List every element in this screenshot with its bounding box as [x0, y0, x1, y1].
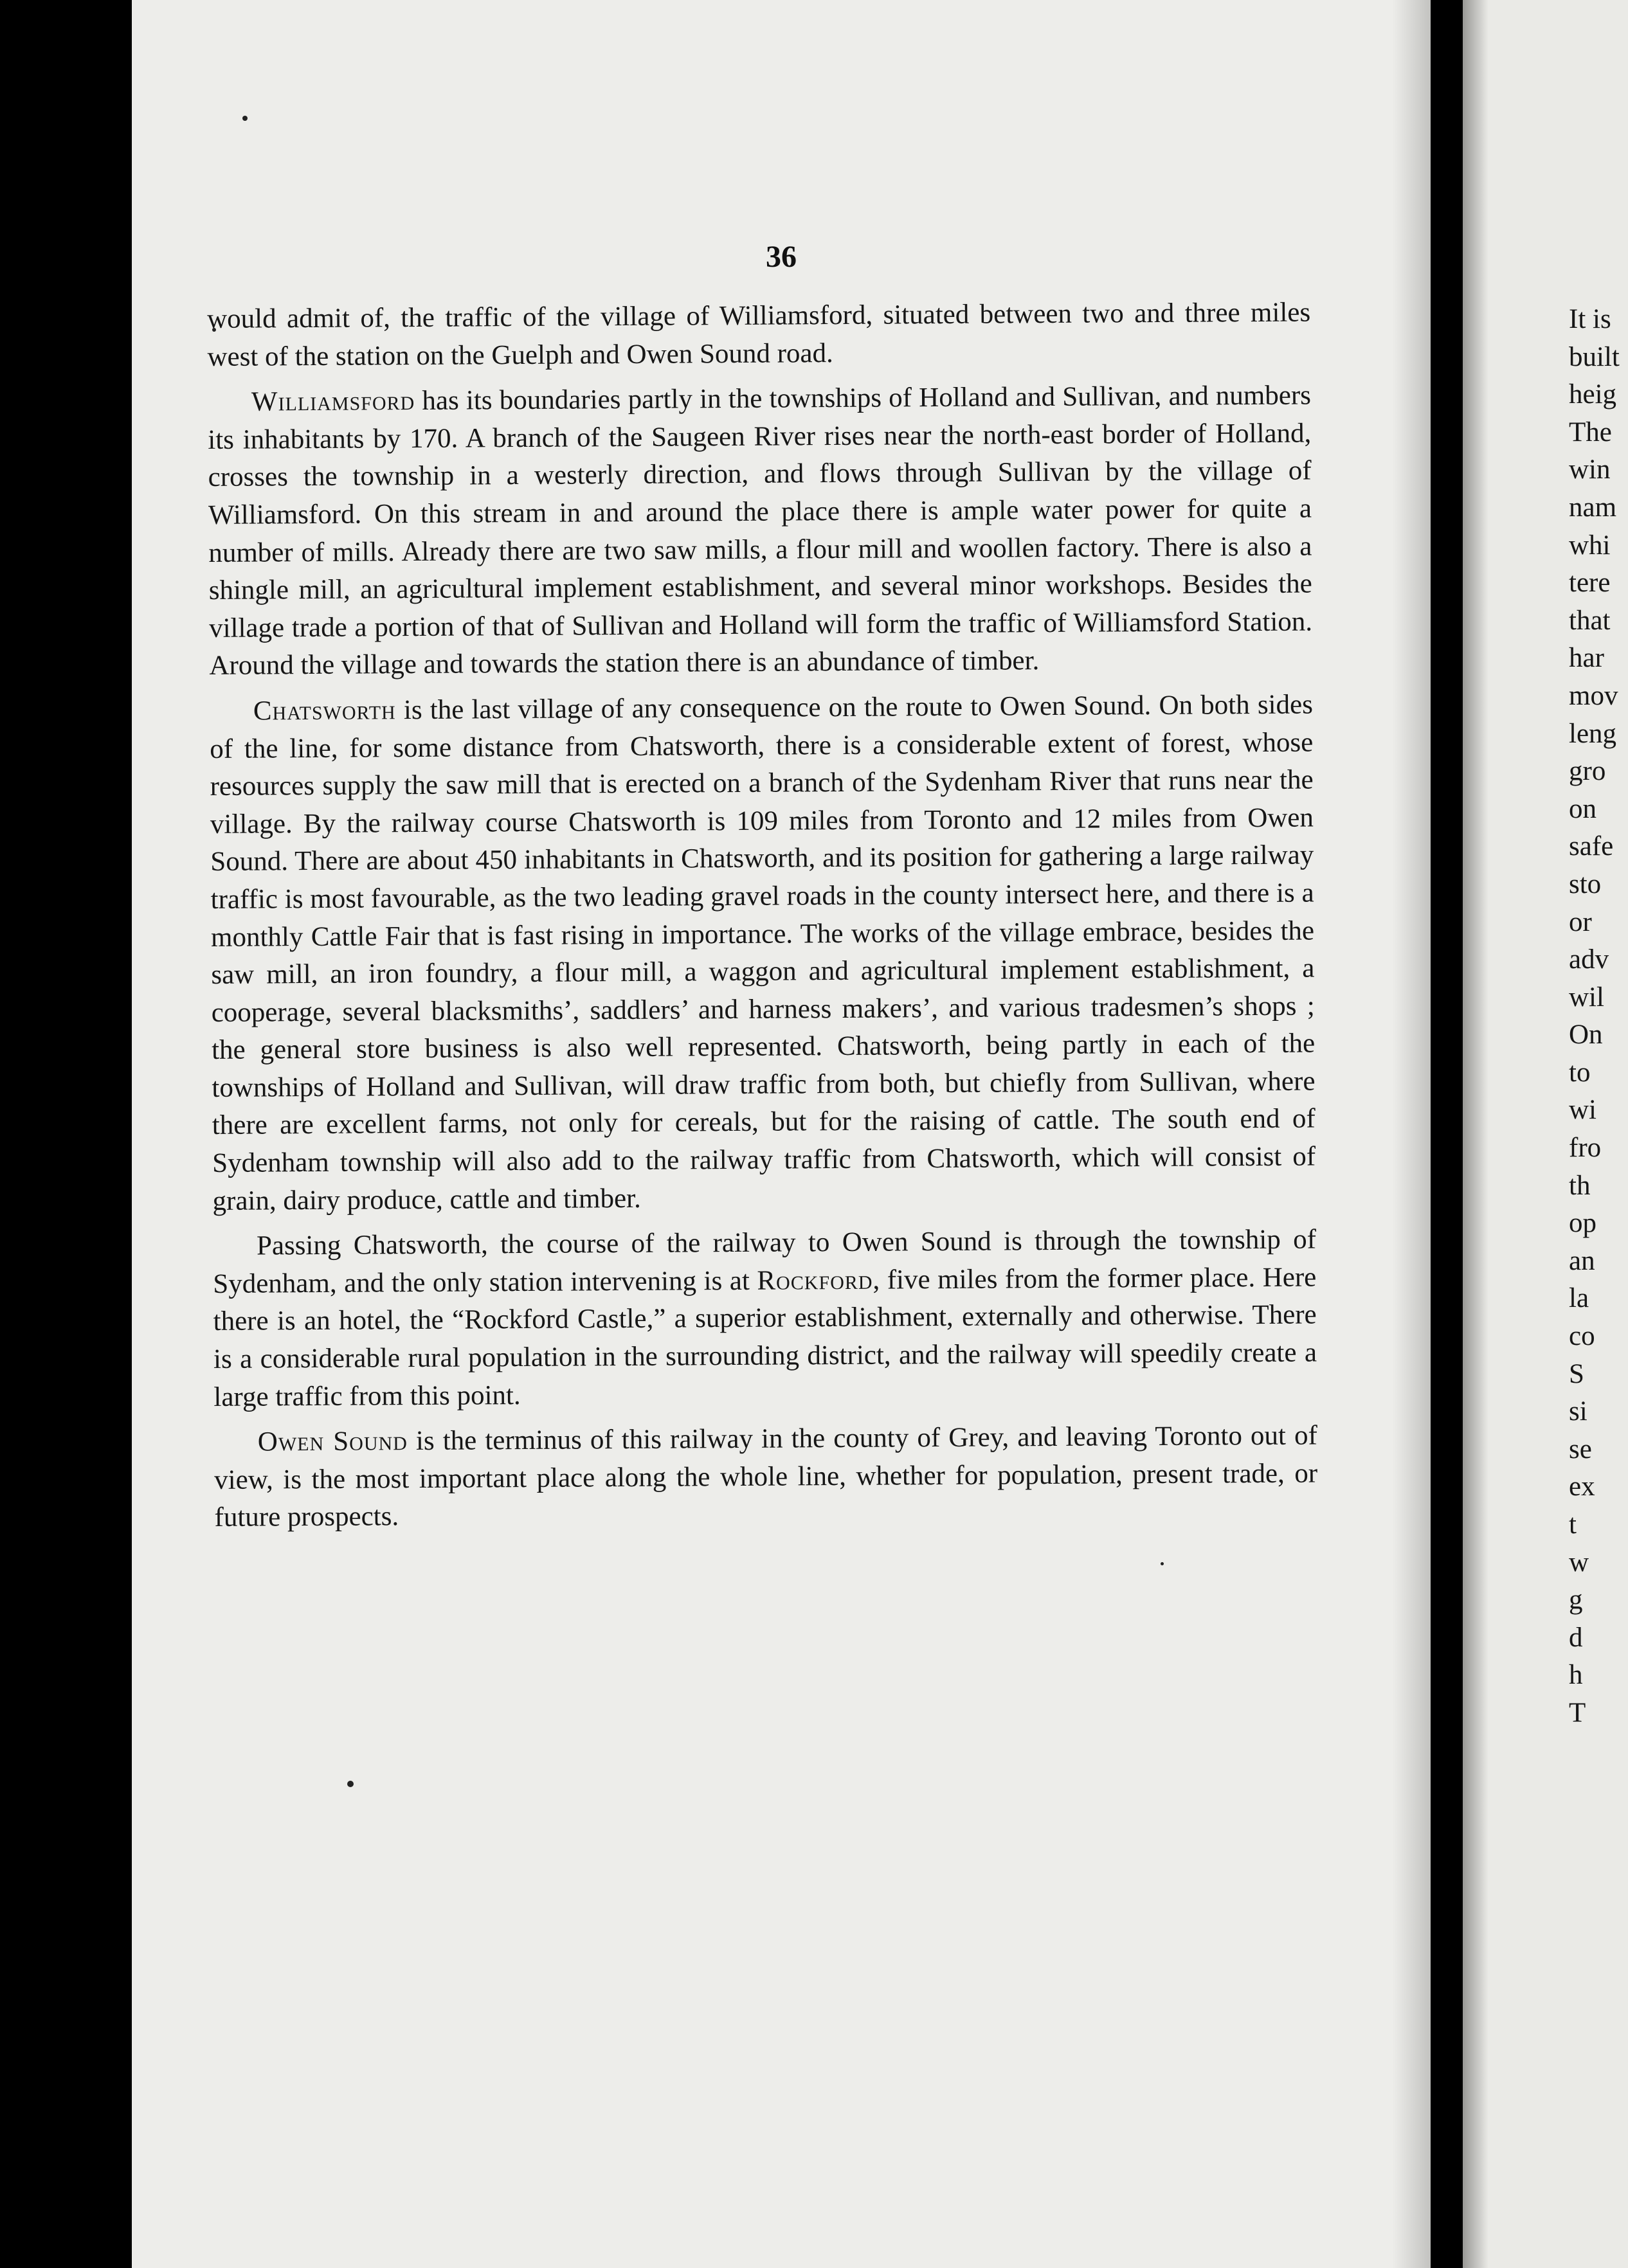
fragment-line: ex [1569, 1472, 1595, 1502]
fragment-line: safe [1569, 831, 1614, 862]
paragraph [214, 1418, 1318, 1537]
fragment-line: to [1569, 1057, 1591, 1088]
body-text [207, 294, 1318, 1545]
fragment-line: tere [1569, 568, 1611, 598]
fragment-line: leng [1569, 718, 1617, 749]
fragment-line: gro [1569, 756, 1606, 787]
fragment-line: g [1569, 1585, 1583, 1616]
fragment-line: T [1569, 1697, 1586, 1728]
fragment-line: t [1569, 1509, 1577, 1540]
fragment-line: or [1569, 906, 1592, 937]
fragment-line: se [1569, 1434, 1592, 1464]
fragment-line: mov [1569, 680, 1618, 711]
fragment-line: co [1569, 1321, 1595, 1352]
page-number: 36 [766, 240, 797, 274]
fragment-line: adv [1569, 944, 1609, 975]
fragment-line: sto [1569, 869, 1602, 899]
fragment-line: built [1569, 341, 1620, 372]
place-name: Rockford [757, 1264, 873, 1296]
fragment-line: la [1569, 1283, 1589, 1314]
fragment-line: that [1569, 605, 1611, 636]
fragment-line: w [1569, 1547, 1589, 1578]
paragraph-text: is the terminus of this railway in the county of Grey, and leaving Toronto out of view, is the most important place along the whole line, whether for population, present trade, or future prospects. [214, 1420, 1318, 1533]
paragraph-text: would admit of, the traffic of the village of Williamsford, situated between two and three miles west of the station on the Guelph and Owen Sound road. [207, 297, 1311, 372]
place-name: Williamsford [251, 386, 415, 417]
fragment-line: heig [1569, 379, 1617, 410]
fragment-line: on [1569, 793, 1596, 824]
paragraph-text: , five miles from the former place. Here there is an hotel, the “Rockford Castle,” a superior establishment, externally and otherwise. There is a considerable rural population in the surrounding district, and the railway will speedily create a large traffic from this point. [213, 1262, 1317, 1412]
fragment-line: op [1569, 1208, 1596, 1239]
facing-page-text-fragments [1569, 301, 1628, 1733]
paragraph-text: is the last village of any consequence on the route to Owen Sound. On both sides of the line, for some distance from Chatsworth, there is a considerable extent of forest, whose resources supply the saw mill that is erected on a branch of the Sydenham River that runs near the village. By the railway course Chatsworth is 109 miles from Toronto and 12 miles from Owen Sound. There are about 450 inhabitants in Chatsworth, and its position for gathering a large railway traffic is most favourable, as the two leading gravel roads in the county intersect here, and there is a monthly Cattle Fair that is fast rising in importance. The works of the village embrace, besides the saw mill, an iron foundry, a flour mill, a waggon and agricultural implement establishment, a cooperage, several blacksmiths’, saddlers’ and harness makers’, and various tradesmen’s shops ; the general store business is also well represented. Chatsworth, being partly in each of the townships of Holland and Sullivan, will draw traffic from both, but chiefly from Sullivan, where there are excellent farms, not only for cereals, but for the raising of cattle. The south end of Sydenham township will also add to the railway traffic from Chatsworth, which will consist of grain, dairy produce, cattle and timber. [210, 689, 1316, 1216]
fragment-line: whi [1569, 530, 1611, 561]
scan-speck [1161, 1562, 1164, 1565]
fragment-line: an [1569, 1245, 1595, 1276]
fragment-line: The [1569, 417, 1612, 447]
fragment-line: On [1569, 1020, 1603, 1050]
fragment-line: wi [1569, 1095, 1596, 1126]
fragment-line: si [1569, 1396, 1587, 1427]
scan-speck [347, 1781, 354, 1787]
fragment-line: th [1569, 1170, 1591, 1201]
fragment-line: h [1569, 1660, 1583, 1691]
fragment-line: It is [1569, 304, 1611, 334]
fragment-line: wil [1569, 982, 1604, 1013]
fragment-line: nam [1569, 492, 1617, 523]
paragraph [207, 294, 1311, 377]
fragment-line: S [1569, 1358, 1584, 1389]
paragraph [210, 686, 1316, 1220]
paragraph-text: Passing Chatsworth, the course of the railway to Owen Sound is through the township of Sydenham, and the only station intervening is at [213, 1224, 1317, 1299]
fragment-line: win [1569, 455, 1611, 485]
paragraph [208, 377, 1313, 685]
scan-speck [242, 116, 248, 121]
fragment-line: har [1569, 643, 1604, 674]
place-name: Owen Sound [257, 1426, 408, 1457]
fragment-line: fro [1569, 1133, 1602, 1164]
place-name: Chatsworth [253, 695, 396, 726]
paragraph-text: has its boundaries partly in the townships of Holland and Sullivan, and numbers its inhabitants by 170. A branch of the Saugeen River rises near the north-east border of Holland, crosses the township in a westerly direction, and flows through Sullivan by the village of Williamsford. On this stream in and around the place there is ample water power for quite a number of mills. Already there are two saw mills, a flour mill and woollen factory. There is also a shingle mill, an agricultural implement establishment, and several minor workshops. Besides the village trade a portion of that of Sullivan and Holland will form the traffic of Williamsford Station. Around the village and towards the station there is an abundance of timber. [208, 380, 1313, 681]
paragraph [213, 1221, 1317, 1416]
fragment-line: d [1569, 1622, 1583, 1653]
